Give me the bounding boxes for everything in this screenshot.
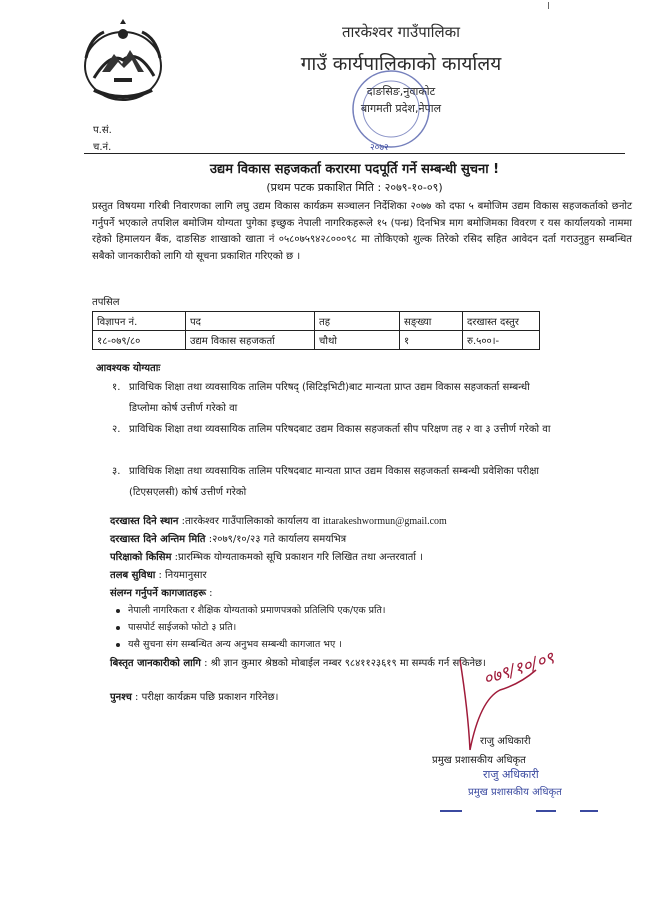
notice-intro-paragraph: प्रस्तुत विषयमा गरिबी निवारणका लागि लघु उद्यम विकास कार्यक्रम सञ्चालन निर्देशिका २०७७ को दफा ५ बमोजिम उद्यम विकास सहजकर्ताको छनोट गर्नुपर्ने भएकाले तपशिल बमोजिम योग्यता पुगेका इच्छुक नेपाली नागरिकहरूले १५ (पन्ध्र) दिनभित्र माग बमोजिमका विवरण र यस कार्यालयको नाममा रहेको हिमालयन बैंक, दाङसिङ शाखाको खाता नं ०५८०७५९४२८०००९८ मा तोकिएको शुल्क तिरेको रसिद सहित आवेदन दर्ता गराउनुहुन सम्बन्धित सबैको जानकारीको लागि यो सूचना प्रकाशित गरिएको छ ।	[92, 201, 632, 262]
document-text: यसै सुचना संग सम्बन्धित अन्य अनुभव सम्बन्धी कागजात भए ।	[128, 639, 342, 650]
requirement-text: प्राविधिक शिक्षा तथा व्यवसायिक तालिम परिषद् (सिटिइभिटी)बाट मान्यता प्राप्त उद्यम विकास सहजकर्ता सम्बन्धी डिप्लोमा कोर्ष उत्तीर्ण गरेको वा	[129, 382, 530, 414]
list-item	[116, 637, 342, 650]
table-row	[93, 331, 540, 350]
salary-value: : नियमानुसार	[155, 570, 207, 581]
address-line-1: दाङसिङ,नुवाकोट	[366, 85, 436, 98]
table-cell: रु.५००।-	[463, 331, 540, 350]
notice-title: उद्यम विकास सहजकर्ता करारमा पदपूर्ति गर्ने सम्बन्धी सुचना !	[209, 162, 500, 177]
handwritten-date: ०७९/१०/०९	[480, 648, 557, 690]
detail-label: बिस्तृत जानकारीको लागि	[110, 658, 201, 669]
postscript-note	[110, 689, 278, 703]
nepal-emblem-icon	[80, 18, 166, 104]
stamp-year: २०७२	[370, 143, 389, 153]
title-stamp: प्रमुख प्रशासकीय अधिकृत	[468, 787, 562, 798]
exam-type	[110, 549, 423, 563]
document-text: पासपोर्ट साईजको फोटो ३ प्रति।	[128, 622, 237, 633]
requirement-item	[112, 461, 552, 503]
ref-chalani-label: च.नं.	[93, 142, 112, 153]
scan-mark	[548, 2, 549, 9]
table-cell: उद्यम विकास सहजकर्ता	[186, 331, 315, 350]
deadline-value: :२०७९/१०/२३ गते कार्यालय समयभित्र	[205, 534, 347, 545]
contact-email: ittarakeshwormun@gmail.com	[322, 516, 447, 527]
requirement-number: ३.	[112, 466, 121, 477]
office-name: गाउँ कार्यपालिकाको कार्यालय	[300, 53, 502, 75]
requirement-number: २.	[112, 424, 121, 435]
deadline-label: दरखास्त दिने अन्तिम मिति	[110, 534, 206, 545]
detail-value: : श्री ज्ञान कुमार श्रेष्ठको मोबाईल नम्बर ९८४११२३६१९ मा सम्पर्क गर्न सकिनेछ।	[200, 658, 486, 669]
note-label: पुनश्च	[110, 692, 132, 703]
exam-type-value: :प्रारम्भिक योग्यताकमको सूचि प्रकाशन गरि लिखित तथा अन्तरवार्ता ।	[171, 552, 423, 563]
document-text: नेपाली नागरिकता र शैक्षिक योग्यताको प्रमाणपत्रको प्रतिलिपि एक/एक प्रति।	[128, 605, 386, 616]
table-header-cell: विज्ञापन नं.	[93, 312, 186, 331]
header-divider	[84, 153, 625, 154]
table-header-cell: पद	[186, 312, 315, 331]
officer-title: प्रमुख प्रशासकीय अधिकृत	[432, 755, 526, 766]
documents-label: संलग्न गर्नुपर्ने कागजातहरू	[110, 588, 206, 599]
stamp-dash	[580, 810, 598, 812]
table-cell: १८-०७९/८०	[93, 331, 186, 350]
requirement-item	[112, 377, 552, 419]
name-stamp: राजु अधिकारी	[483, 768, 539, 781]
table-header-row	[93, 312, 540, 331]
bullet-icon	[116, 609, 120, 613]
ref-patra-label: प.सं.	[93, 125, 112, 136]
table-header-cell: तह	[315, 312, 400, 331]
requirement-text: प्राविधिक शिक्षा तथा व्यवसायिक तालिम परिषदबाट मान्यता प्राप्त उद्यम विकास सहजकर्ता सम्बन्धी प्रवेशिका परीक्षा (टिएसएलसी) कोर्ष उत्तीर्ण गरेको	[129, 466, 539, 498]
requirement-item	[112, 419, 552, 440]
notice-subtitle: (प्रथम पटक प्रकाशित मिति : २०७९-१०-०९)	[266, 181, 443, 194]
bullet-icon	[116, 626, 120, 630]
list-item	[116, 620, 236, 633]
list-item	[116, 603, 386, 616]
exam-type-label: परिक्षाको किसिम	[110, 552, 172, 563]
requirements-heading: आवश्यक योग्यताः	[96, 363, 161, 374]
vacancy-table	[92, 311, 540, 350]
application-place	[110, 513, 447, 527]
application-place-label: दरखास्त दिने स्थान	[110, 516, 179, 527]
required-documents-heading	[110, 585, 213, 599]
municipality-name: तारकेश्वर गाउँपालिका	[341, 23, 461, 41]
table-cell: चौथो	[315, 331, 400, 350]
application-place-value: :तारकेश्वर गाउँपालिकाको कार्यालय वा	[178, 516, 323, 527]
officer-name: राजु अधिकारी	[480, 736, 531, 747]
address-line-2: बागमती प्रदेश,नेपाल	[360, 102, 442, 115]
office-stamp-icon	[350, 68, 432, 150]
requirement-text: प्राविधिक शिक्षा तथा व्यवसायिक तालिम परिषदबाट उद्यम विकास सहजकर्ता सीप परिक्षण तह २ वा ३ उत्तीर्ण गरेको वा	[129, 424, 551, 435]
salary-benefit	[110, 567, 207, 581]
table-cell: १	[400, 331, 463, 350]
tapsil-label: तपसिल	[92, 297, 120, 308]
stamp-dash	[536, 810, 556, 812]
table-header-cell: दरखास्त दस्तुर	[463, 312, 540, 331]
stamp-dash	[440, 810, 462, 812]
table-header-cell: सङ्ख्या	[400, 312, 463, 331]
application-deadline	[110, 531, 346, 545]
documents-colon: :	[205, 588, 213, 599]
note-value: : परीक्षा कार्यक्रम पछि प्रकाशन गरिनेछ।	[131, 692, 279, 703]
salary-label: तलब सुविधा	[110, 570, 156, 581]
bullet-icon	[116, 643, 120, 647]
requirement-number: १.	[112, 382, 121, 393]
